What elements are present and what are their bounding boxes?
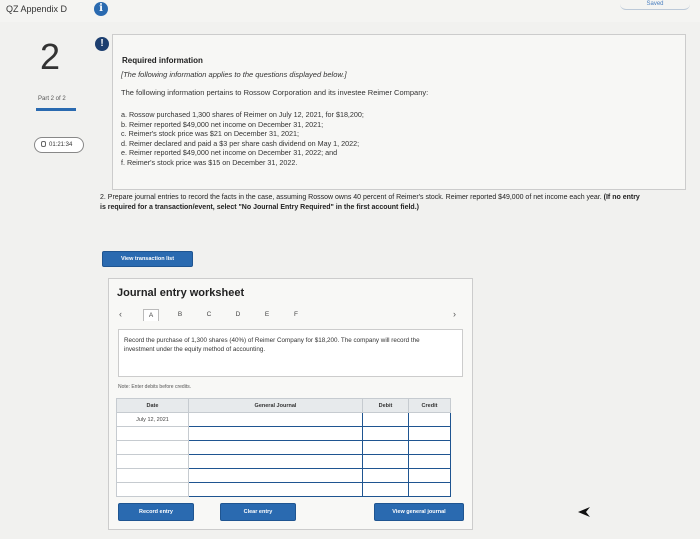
date-cell <box>117 483 189 497</box>
credit-field[interactable] <box>409 427 451 441</box>
worksheet-tabs <box>117 309 465 323</box>
date-cell <box>117 469 189 483</box>
table-row <box>117 469 451 483</box>
part-progress-bar <box>36 108 76 111</box>
alert-icon: ! <box>95 37 109 51</box>
credit-field[interactable] <box>409 413 451 427</box>
cursor-arrow-icon <box>577 506 591 518</box>
question-prompt <box>100 193 640 212</box>
debit-field[interactable] <box>363 427 409 441</box>
chevron-right-icon[interactable]: › <box>453 309 456 319</box>
timer-icon <box>41 141 46 147</box>
tab-a[interactable]: A <box>143 309 159 321</box>
column-header-debit: Debit <box>363 399 409 413</box>
tab-b[interactable]: B <box>177 311 183 318</box>
account-field[interactable] <box>189 441 363 455</box>
question-text: 2. Prepare journal entries to record the facts in the case, assuming Rossow owns 40 percent of Reimer's stock. Reimer reported $49,000 of net income each year. <box>100 194 602 201</box>
required-info-title: Required information <box>122 56 203 65</box>
date-cell <box>117 427 189 441</box>
journal-table <box>116 398 451 497</box>
debit-credit-note: Note: Enter debits before credits. <box>118 384 192 390</box>
top-bar <box>0 0 700 22</box>
debit-field[interactable] <box>363 483 409 497</box>
required-info-intro: The following information pertains to Rossow Corporation and its investee Reimer Company: <box>121 88 429 97</box>
account-field[interactable] <box>189 483 363 497</box>
view-general-journal-button[interactable]: View general journal <box>374 503 464 521</box>
tab-d[interactable]: D <box>235 311 241 318</box>
tab-e[interactable]: E <box>264 311 270 318</box>
part-indicator: Part 2 of 2 <box>38 96 66 102</box>
column-header-general-journal: General Journal <box>189 399 363 413</box>
date-cell <box>117 455 189 469</box>
debit-field[interactable] <box>363 413 409 427</box>
column-header-credit: Credit <box>409 399 451 413</box>
instruction-text: Record the purchase of 1,300 shares (40%) of Reimer Company for $18,200. The company will record the investment under the equity method of accounting. <box>124 337 420 353</box>
table-row <box>117 441 451 455</box>
fact-item: f. Reimer's stock price was $15 on December 31, 2022. <box>121 157 298 167</box>
date-cell <box>117 441 189 455</box>
account-field[interactable] <box>189 455 363 469</box>
table-row <box>117 455 451 469</box>
app-title: QZ Appendix D <box>6 4 68 14</box>
tab-c[interactable]: C <box>206 311 212 318</box>
debit-field[interactable] <box>363 455 409 469</box>
account-field[interactable] <box>189 427 363 441</box>
fact-item: d. Reimer declared and paid a $3 per share cash dividend on May 1, 2022; <box>121 138 360 148</box>
fact-item: e. Reimer reported $49,000 net income on December 31, 2022; and <box>121 148 338 157</box>
account-field[interactable] <box>189 469 363 483</box>
credit-field[interactable] <box>409 469 451 483</box>
tab-f[interactable]: F <box>294 311 298 318</box>
fact-item: c. Reimer's stock price was $21 on December 31, 2021; <box>121 129 299 138</box>
table-row <box>117 483 451 497</box>
view-transaction-list-button[interactable]: View transaction list <box>102 251 193 267</box>
fact-item: b. Reimer reported $49,000 net income on December 31, 2021; <box>121 119 324 129</box>
table-row <box>117 413 451 427</box>
timer[interactable] <box>34 137 84 153</box>
chevron-left-icon[interactable]: ‹ <box>119 309 122 319</box>
required-info-note: [The following information applies to the questions displayed below.] <box>121 70 347 79</box>
column-header-date: Date <box>117 399 189 413</box>
fact-item: a. Rossow purchased 1,300 shares of Reimer on July 12, 2021, for $18,200; <box>121 110 364 119</box>
saved-indicator: Saved <box>620 0 690 10</box>
debit-field[interactable] <box>363 441 409 455</box>
credit-field[interactable] <box>409 441 451 455</box>
question-number: 2 <box>40 36 61 77</box>
info-icon[interactable]: i <box>94 2 108 16</box>
credit-field[interactable] <box>409 455 451 469</box>
question-instruction: (If no entry is required for a transaction/event, select "No Journal Entry Required" in the first account field.) <box>100 194 640 211</box>
account-field[interactable] <box>189 413 363 427</box>
credit-field[interactable] <box>409 483 451 497</box>
date-cell: July 12, 2021 <box>117 413 189 427</box>
table-row <box>117 427 451 441</box>
clear-entry-button[interactable]: Clear entry <box>220 503 296 521</box>
timer-value: 01:21:34 <box>49 142 73 148</box>
worksheet-title: Journal entry worksheet <box>117 287 245 299</box>
debit-field[interactable] <box>363 469 409 483</box>
record-entry-button[interactable]: Record entry <box>118 503 194 521</box>
facts-list <box>121 110 364 167</box>
